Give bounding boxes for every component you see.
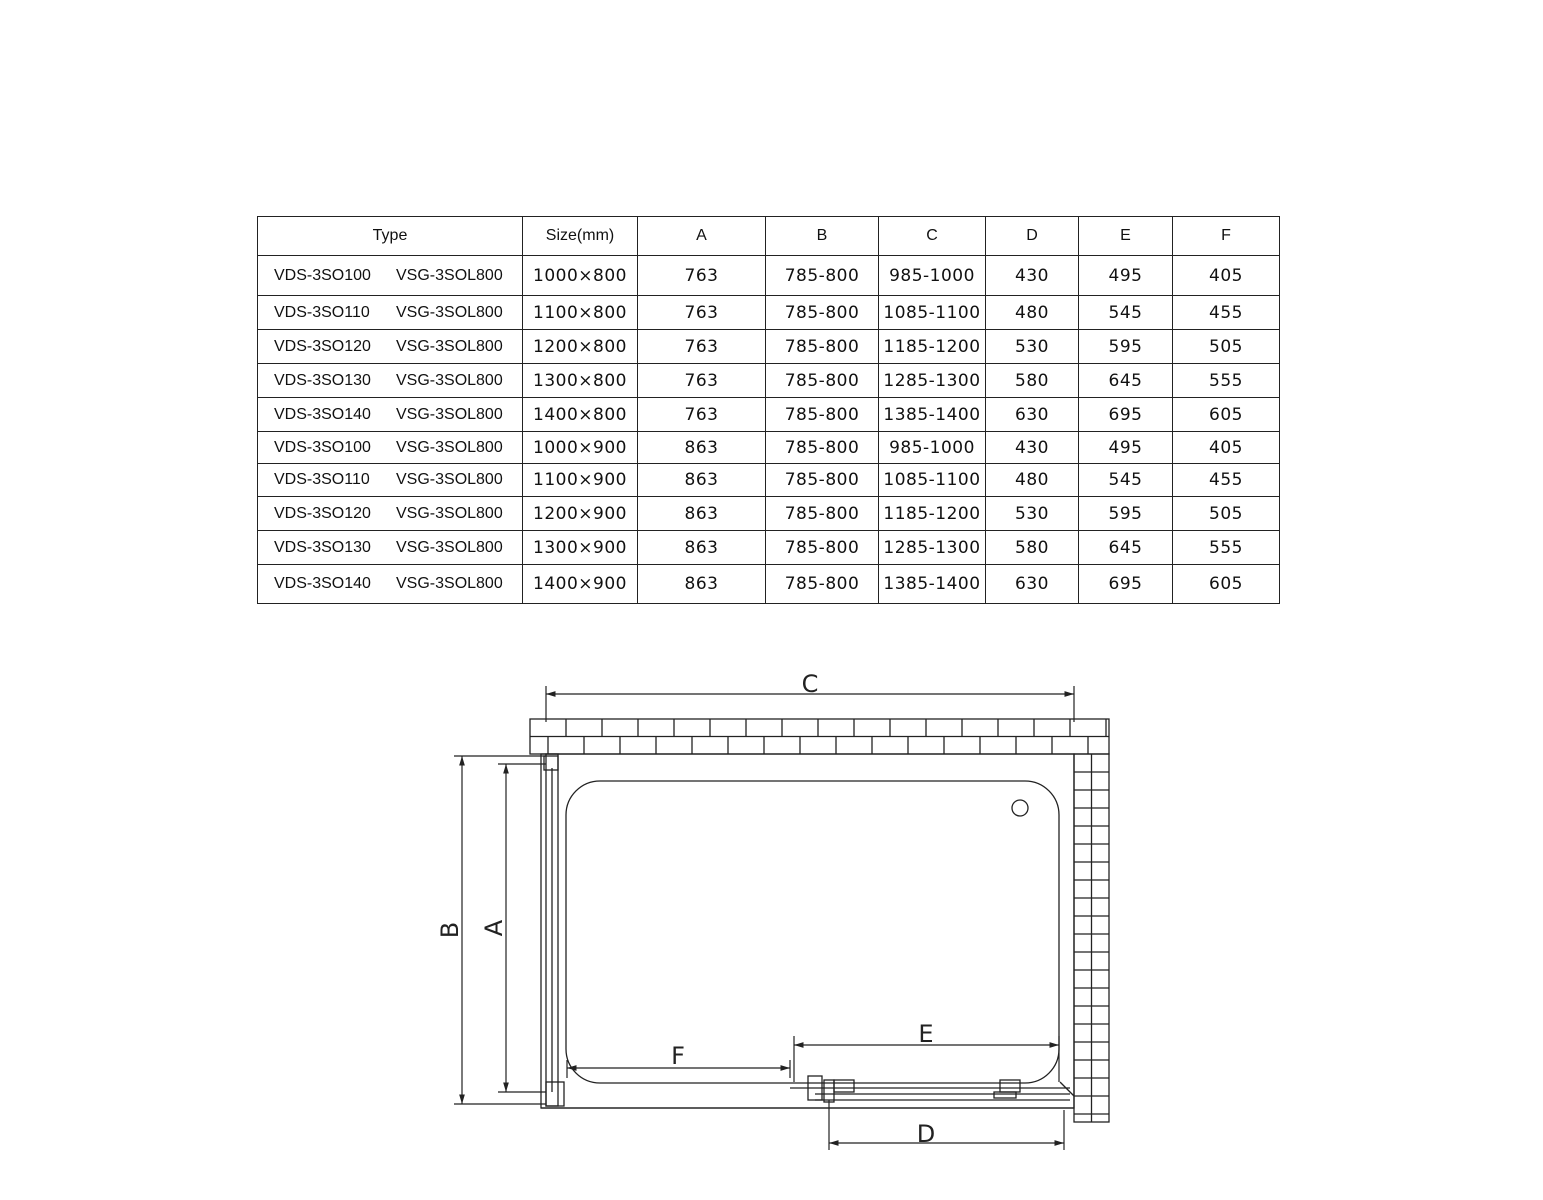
sliding-doors xyxy=(541,1076,1074,1108)
cell-a: 863 xyxy=(638,432,766,464)
cell-d: 480 xyxy=(986,464,1079,497)
cell-e: 645 xyxy=(1079,531,1173,565)
cell-d: 630 xyxy=(986,398,1079,432)
cell-c: 1285-1300 xyxy=(879,364,986,398)
cell-a: 763 xyxy=(638,296,766,330)
header-c: C xyxy=(879,217,986,256)
cell-f: 505 xyxy=(1173,497,1280,531)
header-a: A xyxy=(638,217,766,256)
cell-d: 580 xyxy=(986,531,1079,565)
cell-size: 1200×900 xyxy=(523,497,638,531)
cell-type-panel: VSG-3SOL800 xyxy=(396,337,503,355)
cell-size: 1400×800 xyxy=(523,398,638,432)
cell-f: 505 xyxy=(1173,330,1280,364)
cell-type-model: VDS-3SO100 xyxy=(274,438,371,456)
cell-f: 555 xyxy=(1173,364,1280,398)
cell-c: 1085-1100 xyxy=(879,296,986,330)
header-type: Type xyxy=(258,217,523,256)
cell-b: 785-800 xyxy=(766,364,879,398)
cell-d: 430 xyxy=(986,256,1079,296)
cell-c: 985-1000 xyxy=(879,432,986,464)
cell-type-model: VDS-3SO100 xyxy=(274,266,371,284)
cell-type-model: VDS-3SO120 xyxy=(274,337,371,355)
cell-c: 1285-1300 xyxy=(879,531,986,565)
cell-e: 595 xyxy=(1079,497,1173,531)
cell-e: 545 xyxy=(1079,296,1173,330)
cell-f: 455 xyxy=(1173,296,1280,330)
cell-b: 785-800 xyxy=(766,330,879,364)
drain-icon xyxy=(1012,800,1028,816)
cell-c: 1185-1200 xyxy=(879,330,986,364)
header-d: D xyxy=(986,217,1079,256)
cell-a: 763 xyxy=(638,398,766,432)
cell-type-model: VDS-3SO130 xyxy=(274,538,371,556)
cell-type-panel: VSG-3SOL800 xyxy=(396,471,503,488)
dim-label-e: E xyxy=(918,1020,934,1048)
cell-type-panel: VSG-3SOL800 xyxy=(396,405,503,423)
dim-label-a: A xyxy=(480,919,508,937)
cell-b: 785-800 xyxy=(766,497,879,531)
cell-b: 785-800 xyxy=(766,464,879,497)
cell-type-panel: VSG-3SOL800 xyxy=(396,575,503,592)
cell-f: 605 xyxy=(1173,565,1280,604)
cell-c: 1385-1400 xyxy=(879,565,986,604)
cell-size: 1300×900 xyxy=(523,531,638,565)
cell-type-model: VDS-3SO140 xyxy=(274,575,371,592)
cell-type-panel: VSG-3SOL800 xyxy=(396,504,503,522)
dim-label-d: D xyxy=(916,1120,936,1148)
cell-d: 530 xyxy=(986,330,1079,364)
dim-label-c: C xyxy=(801,670,819,698)
cell-b: 785-800 xyxy=(766,296,879,330)
cell-type-model: VDS-3SO110 xyxy=(274,471,370,488)
dim-label-b: B xyxy=(436,921,464,939)
cell-d: 630 xyxy=(986,565,1079,604)
cell-a: 863 xyxy=(638,531,766,565)
cell-b: 785-800 xyxy=(766,565,879,604)
cell-b: 785-800 xyxy=(766,432,879,464)
cell-size: 1000×800 xyxy=(523,256,638,296)
cell-size: 1400×900 xyxy=(523,565,638,604)
cell-type-panel: VSG-3SOL800 xyxy=(396,538,503,556)
cell-c: 1085-1100 xyxy=(879,464,986,497)
cell-a: 863 xyxy=(638,497,766,531)
cell-f: 405 xyxy=(1173,256,1280,296)
cell-type-model: VDS-3SO130 xyxy=(274,371,371,389)
header-b: B xyxy=(766,217,879,256)
cell-b: 785-800 xyxy=(766,531,879,565)
cell-d: 480 xyxy=(986,296,1079,330)
cell-type-panel: VSG-3SOL800 xyxy=(396,371,503,389)
cell-c: 1385-1400 xyxy=(879,398,986,432)
header-f: F xyxy=(1173,217,1280,256)
cell-size: 1300×800 xyxy=(523,364,638,398)
cell-e: 495 xyxy=(1079,432,1173,464)
cell-size: 1100×900 xyxy=(523,464,638,497)
cell-b: 785-800 xyxy=(766,398,879,432)
fixed-side-panel xyxy=(544,754,564,1106)
cell-d: 430 xyxy=(986,432,1079,464)
cell-d: 580 xyxy=(986,364,1079,398)
cell-e: 695 xyxy=(1079,398,1173,432)
right-brick-wall xyxy=(1074,754,1109,1122)
cell-size: 1200×800 xyxy=(523,330,638,364)
cell-a: 763 xyxy=(638,330,766,364)
cell-a: 763 xyxy=(638,256,766,296)
cell-a: 763 xyxy=(638,364,766,398)
cell-e: 545 xyxy=(1079,464,1173,497)
cell-b: 785-800 xyxy=(766,256,879,296)
cell-f: 455 xyxy=(1173,464,1280,497)
cell-c: 1185-1200 xyxy=(879,497,986,531)
cell-d: 530 xyxy=(986,497,1079,531)
header-e: E xyxy=(1079,217,1173,256)
shower-tray xyxy=(541,754,1074,1108)
cell-type-panel: VSG-3SOL800 xyxy=(396,303,503,321)
cell-type-panel: VSG-3SOL800 xyxy=(396,438,503,456)
cell-size: 1100×800 xyxy=(523,296,638,330)
cell-c: 985-1000 xyxy=(879,256,986,296)
cell-type-model: VDS-3SO140 xyxy=(274,405,371,423)
cell-type-model: VDS-3SO110 xyxy=(274,303,370,321)
cell-f: 555 xyxy=(1173,531,1280,565)
cell-type-panel: VSG-3SOL800 xyxy=(396,266,503,284)
cell-e: 645 xyxy=(1079,364,1173,398)
cell-f: 605 xyxy=(1173,398,1280,432)
cell-a: 863 xyxy=(638,565,766,604)
top-brick-wall xyxy=(530,719,1109,754)
cell-e: 495 xyxy=(1079,256,1173,296)
cell-f: 405 xyxy=(1173,432,1280,464)
cell-a: 863 xyxy=(638,464,766,497)
header-size: Size(mm) xyxy=(523,217,638,256)
cell-e: 695 xyxy=(1079,565,1173,604)
cell-type-model: VDS-3SO120 xyxy=(274,504,371,522)
dim-label-f: F xyxy=(671,1042,685,1070)
cell-e: 595 xyxy=(1079,330,1173,364)
cell-size: 1000×900 xyxy=(523,432,638,464)
